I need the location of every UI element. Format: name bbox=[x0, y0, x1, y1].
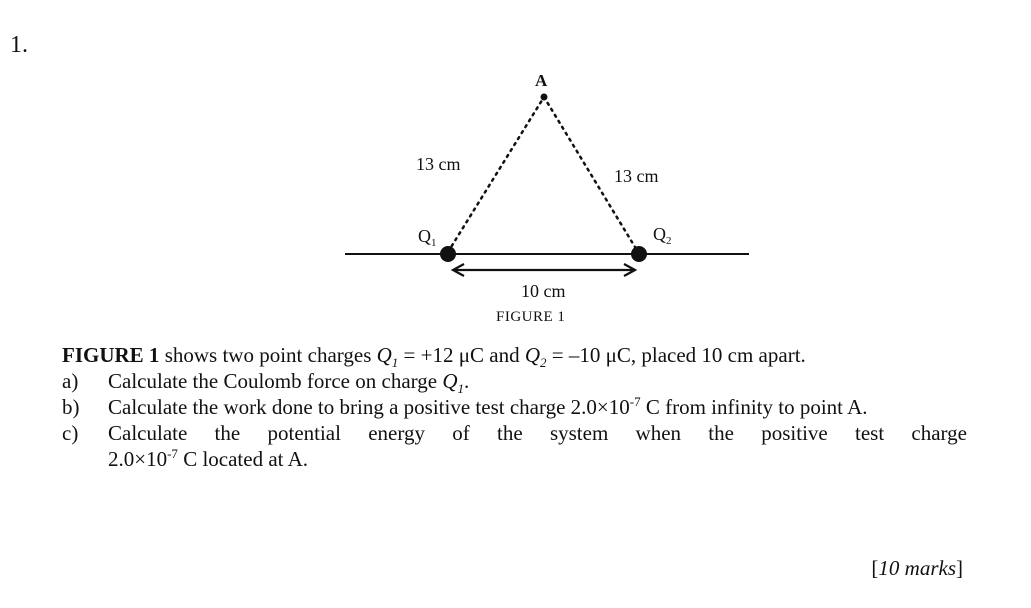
charge-q1-dot bbox=[440, 246, 456, 262]
charge-q1-label: $Q_1$ bbox=[418, 226, 437, 249]
sub-question-a bbox=[62, 368, 967, 397]
sub-question-body: Calculate the work done to bring a positive test charge $2.0\times 10^{-7}$ C from infinity to point A. bbox=[108, 394, 868, 419]
sub-question-b bbox=[62, 394, 967, 420]
marks-allocation: [10 marks] bbox=[871, 556, 963, 580]
point-a-label: A bbox=[535, 71, 548, 90]
figure-caption: FIGURE 1 bbox=[496, 309, 566, 325]
dotted-line-left bbox=[448, 97, 544, 252]
figure-reference: FIGURE 1 bbox=[62, 343, 160, 367]
sub-question-body: Calculate the Coulomb force on charge $Q_1$. bbox=[108, 369, 470, 397]
distance-label-left: 13 cm bbox=[416, 154, 461, 174]
charge-q2-label: $Q_2$ bbox=[653, 224, 672, 247]
point-a-dot bbox=[541, 94, 548, 101]
question-number: 1. bbox=[10, 32, 28, 58]
sub-question-body: Calculate the potential energy of the system when the positive test charge $2.0\times 10^{-7}$ C located at A. bbox=[108, 421, 967, 471]
charge-q2-dot bbox=[631, 246, 647, 262]
separation-label: 10 cm bbox=[521, 281, 566, 301]
sub-question-c bbox=[62, 420, 967, 472]
sub-question-label: c) bbox=[62, 421, 79, 445]
sub-question-label: a) bbox=[62, 369, 79, 393]
distance-label-right: 13 cm bbox=[614, 166, 659, 186]
question-intro: FIGURE 1 shows two point charges $Q_1 = +12$ μC and $Q_2 = -10$ μC, placed 10 cm apart. bbox=[62, 343, 806, 371]
question-text bbox=[62, 342, 967, 472]
sub-question-label: b) bbox=[62, 395, 80, 419]
